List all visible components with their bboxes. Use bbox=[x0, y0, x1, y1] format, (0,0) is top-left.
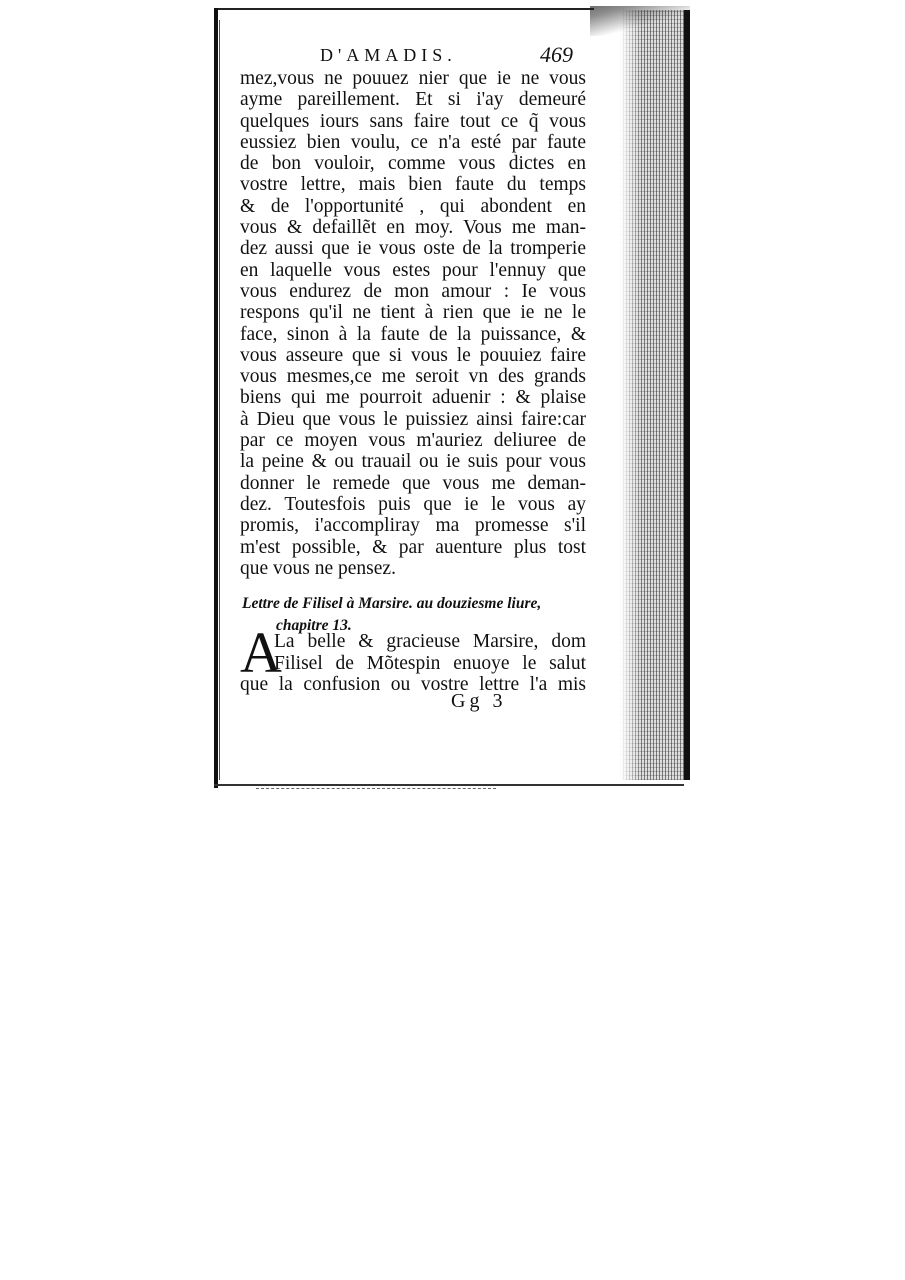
page-number: 469 bbox=[540, 42, 573, 67]
text-line: dez. Toutesfois puis que ie le vous ay bbox=[240, 493, 586, 515]
text-line: respons qu'il ne tient à rien que ie ne le bbox=[240, 302, 586, 324]
page-left-edge bbox=[214, 8, 218, 788]
text-line: donner le remede que vous me deman- bbox=[240, 472, 586, 494]
text-line: m'est possible, & par auenture plus tost bbox=[240, 536, 586, 558]
page-bottom-edge bbox=[214, 784, 684, 786]
body-text bbox=[240, 68, 592, 579]
text-line: biens qui me pourroit aduenir : & plaise bbox=[240, 387, 586, 409]
text-line: vous mesmes,ce me seroit vn des grands bbox=[240, 366, 586, 388]
page-corner-shadow bbox=[590, 6, 690, 36]
text-line: dez aussi que ie vous oste de la tromperie bbox=[240, 238, 586, 260]
text-line: en laquelle vous estes pour l'ennuy que bbox=[240, 259, 586, 281]
text-line: eussiez bien voulu, ce n'a esté par faute bbox=[240, 131, 586, 153]
page-left-edge-inner bbox=[219, 20, 220, 780]
signature-mark: Gg 3 bbox=[451, 690, 507, 712]
page-top-edge bbox=[214, 8, 594, 10]
page-edge-fade bbox=[620, 10, 642, 780]
text-line: promis, i'accompliray ma promesse s'il bbox=[240, 515, 586, 537]
text-line: face, sinon à la faute de la puissance, & bbox=[240, 323, 586, 345]
rubric-line: Lettre de Filisel à Marsire. au douziesme liure, bbox=[242, 595, 542, 612]
text-line: vous & defaillẽt en moy. Vous me man- bbox=[240, 217, 586, 239]
drop-cap: A bbox=[240, 620, 282, 685]
text-line: vostre lettre, mais bien faute du temps bbox=[240, 174, 586, 196]
text-line: mez,vous ne pouuez nier que ie ne vous bbox=[240, 68, 586, 89]
page-right-edge bbox=[684, 10, 690, 780]
running-head: D'AMADIS. bbox=[320, 45, 457, 65]
text-line: ayme pareillement. Et si i'ay demeuré bbox=[240, 89, 586, 111]
letter-line: Filisel de Mõtespin enuoye le salut bbox=[274, 652, 586, 674]
text-line: vous asseure que si vous le pouuiez faire bbox=[240, 344, 586, 366]
text-line: que vous ne pensez. bbox=[240, 557, 396, 579]
rubric-line: chapitre 13. bbox=[276, 617, 352, 634]
text-line: & de l'opportunité , qui abondent en bbox=[240, 195, 586, 217]
text-line: de bon vouloir, comme vous dictes en bbox=[240, 153, 586, 175]
letter-line: La belle & gracieuse Marsire, dom bbox=[274, 631, 586, 652]
text-line: par ce moyen vous m'auriez deliuree de bbox=[240, 430, 586, 452]
letter-line: que la confusion ou vostre lettre l'a mis bbox=[240, 674, 586, 695]
text-line: vous endurez de mon amour : Ie vous bbox=[240, 280, 586, 302]
text-line: quelques iours sans faire tout ce q̃ vous bbox=[240, 110, 586, 132]
page-bottom-speck bbox=[256, 788, 496, 790]
text-line: à Dieu que vous le puissiez ainsi faire:car bbox=[240, 408, 586, 430]
text-line: la peine & ou trauail ou ie suis pour vous bbox=[240, 451, 586, 473]
